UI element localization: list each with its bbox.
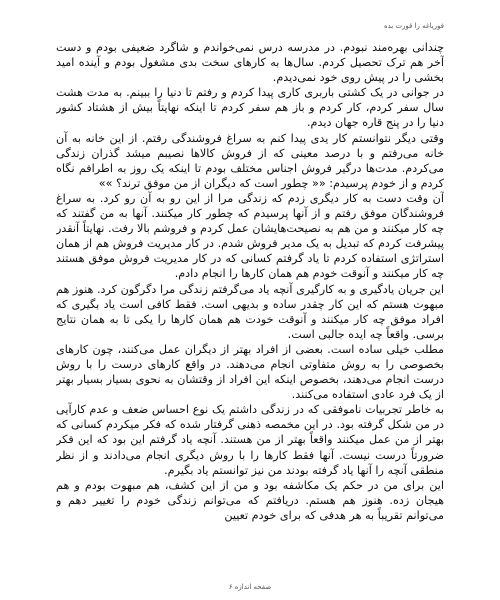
- page-footer: صفحه اندازه ۶: [228, 583, 272, 591]
- running-head: فوریاغه را قورت بده: [383, 22, 444, 30]
- paragraph: به خاطر تجربیات ناموفقی که در زندگی داشتم یک نوع احساس ضعف و عدم کارآیی در من شکل گرفته بود. در این مخمصه ذهنی گرفتار شده که فکر میکردم کسانی که بهتر از من عمل میکنند واقعاً بهتر از من هستند. آنچه یاد گرفتم این بود که این فکر ضرورتاً درست نیست. آنها فقط کارها را با روش دیگری انجام می‌دادند و از نظر منطقی آنچه را آنها یاد گرفته بودند من نیز توانستم یاد بگیرم.: [56, 403, 444, 477]
- paragraph: وقتی دیگر نتوانستم کار یدی پیدا کنم به سراغ فروشندگی رفتم. از این خانه به آن خانه می‌رفتم و با درصد معینی که از فروش کالاها نصیبم میشد گذران زندگی می‌کردم. مدت‌ها درگیر فروش اجناس مختلف بودم تا اینکه یک روز به اطرافم نگاه کردم و از خودم پرسیدم: «« چطور است که دیگران از من موفق ترند؟ »»: [56, 131, 444, 190]
- paragraph: این جریان یادگیری و به کارگیری آنچه یاد می‌گرفتم زندگی مرا دگرگون کرد. هنوز هم مبهوت هستم که این کار چقدر ساده و بدیهی است. فقط کافی است یاد بگیری که افراد موفق چه کار میکنند و آنوقت خودت هم همان کارها را یکی تا به همان نتایج برسی. واقعاً چه ایده جالبی است.: [56, 282, 444, 341]
- paragraph: مطلب خیلی ساده است. بعضی از افراد بهتر از دیگران عمل می‌کنند، چون کارهای بخصوصی را به روش متفاوتی انجام می‌دهند. در واقع کارهای درست را با روش درست انجام می‌دهند، بخصوص اینکه این افراد از وقتشان به نحوی بسیار بسیار بهتر از یک فرد عادی استفاده می‌کنند.: [56, 342, 444, 402]
- paragraph: چندانی بهره‌مند نبودم. در مدرسه درس نمی‌خواندم و شاگرد ضعیفی بودم و دست آخر هم ترک تحصیل کردم. سال‌ها به کارهای سخت بدی مشغول بودم و آینده امید بخشی را در پیش روی خود نمی‌دیدم.: [56, 41, 444, 85]
- paragraph: این برای من در حکم یک مکاشفه بود و من از این کشف، هم مبهوت بودم و هم هیجان زده. هنوز هم هستم. دریافتم که می‌توانم زندگی خودم را تغییر دهم و می‌توانم تقریباً به هر هدفی که برای خودم تعیین: [56, 478, 444, 522]
- paragraph: آن وقت دست به کار دیگری زدم که زندگی مرا از این رو به آن رو کرد. به سراغ فروشندگان موفق رفتم و از آنها پرسیدم که چطور کار میکنند. آنها به من گفتند که چه کار میکنند و من هم به نصیحت‌هایشان عمل کردم و فروشم بالا رفت. نهایتاً آنقدر پیشرفت کردم که تبدیل به یک مدیر فروش شدم. در کار مدیریت فروش هم از همان استراتژی استفاده کردم تا یاد گرفتم کسانی که در کار مدیریت فروش موفق هستند چه کار میکنند و آنوقت خودم هم همان کارها را انجام دادم.: [56, 191, 444, 281]
- paragraph: در جوانی در یک کشتی باربری کاری پیدا کردم و رفتم تا دنیا را ببینم. به مدت هشت سال سفر کردم، کار کردم و باز هم سفر کردم تا اینکه نهایتاً بیش از هشتاد کشور دنیا را در پنج قاره جهان دیدم.: [56, 86, 444, 130]
- body-text: [56, 40, 444, 575]
